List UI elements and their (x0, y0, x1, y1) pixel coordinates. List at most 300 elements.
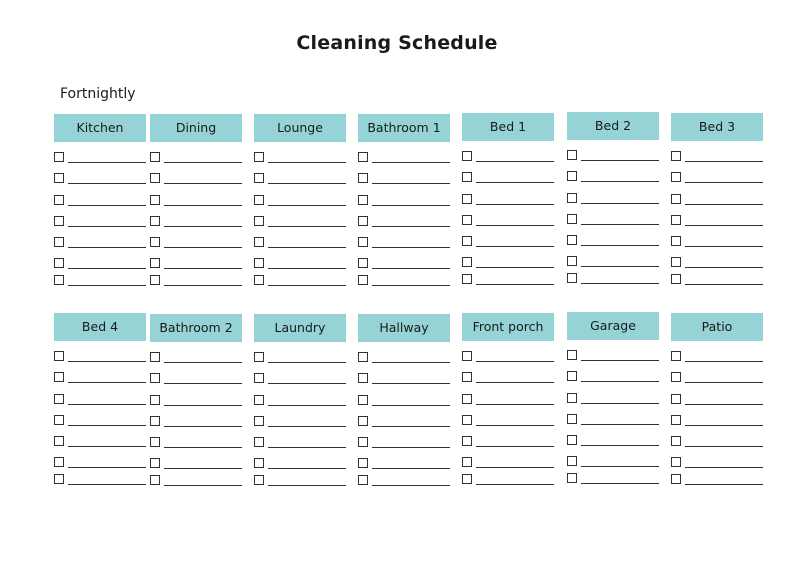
task-row (358, 216, 450, 227)
task-checkbox[interactable] (462, 351, 472, 361)
task-checkbox[interactable] (462, 457, 472, 467)
task-write-line[interactable] (164, 468, 242, 469)
task-write-line[interactable] (685, 161, 763, 162)
task-checkbox[interactable] (54, 394, 64, 404)
task-write-line[interactable] (268, 485, 346, 486)
task-write-line[interactable] (68, 247, 146, 248)
task-row (150, 437, 242, 448)
area-column (150, 314, 242, 494)
task-checkbox[interactable] (671, 474, 681, 484)
area-column (54, 313, 146, 493)
task-write-line[interactable] (581, 203, 659, 204)
task-write-line[interactable] (68, 183, 146, 184)
task-write-line[interactable] (581, 381, 659, 382)
task-write-line[interactable] (268, 268, 346, 269)
task-row (567, 435, 659, 446)
task-checkbox[interactable] (671, 436, 681, 446)
task-row (254, 216, 346, 227)
task-write-line[interactable] (476, 382, 554, 383)
task-row (567, 214, 659, 225)
task-checkbox[interactable] (254, 258, 264, 268)
task-row (150, 275, 242, 286)
task-write-line[interactable] (68, 285, 146, 286)
task-checkbox[interactable] (462, 394, 472, 404)
task-row (671, 151, 763, 162)
task-write-line[interactable] (685, 425, 763, 426)
task-checkbox[interactable] (358, 416, 368, 426)
task-write-line[interactable] (372, 362, 450, 363)
task-write-line[interactable] (68, 205, 146, 206)
task-write-line[interactable] (581, 466, 659, 467)
task-row (358, 152, 450, 163)
task-write-line[interactable] (68, 484, 146, 485)
task-checkbox[interactable] (54, 436, 64, 446)
task-checkbox[interactable] (358, 352, 368, 362)
task-write-line[interactable] (372, 183, 450, 184)
task-row (567, 256, 659, 267)
task-write-line[interactable] (581, 160, 659, 161)
task-row (150, 152, 242, 163)
task-write-line[interactable] (685, 404, 763, 405)
task-write-line[interactable] (68, 382, 146, 383)
task-write-line[interactable] (685, 467, 763, 468)
task-row (254, 373, 346, 384)
task-row (150, 373, 242, 384)
area-header: Lounge (254, 114, 346, 142)
task-row (358, 475, 450, 486)
task-row (150, 458, 242, 469)
task-checkbox[interactable] (358, 237, 368, 247)
task-checkbox[interactable] (567, 150, 577, 160)
task-row (462, 151, 554, 162)
task-row (358, 352, 450, 363)
task-checkbox[interactable] (150, 373, 160, 383)
task-checkbox[interactable] (567, 350, 577, 360)
task-row (671, 457, 763, 468)
task-checkbox[interactable] (671, 351, 681, 361)
task-checkbox[interactable] (254, 237, 264, 247)
task-checkbox[interactable] (567, 371, 577, 381)
area-column (254, 314, 346, 494)
task-checkbox[interactable] (54, 237, 64, 247)
task-checkbox[interactable] (671, 194, 681, 204)
task-write-line[interactable] (581, 245, 659, 246)
task-row (671, 274, 763, 285)
task-checkbox[interactable] (358, 275, 368, 285)
task-row (567, 456, 659, 467)
task-write-line[interactable] (685, 484, 763, 485)
task-checkbox[interactable] (254, 416, 264, 426)
task-row (254, 195, 346, 206)
task-row (358, 373, 450, 384)
area-column (358, 314, 450, 494)
task-write-line[interactable] (372, 247, 450, 248)
task-write-line[interactable] (372, 405, 450, 406)
area-column (358, 114, 450, 294)
task-row (254, 173, 346, 184)
task-checkbox[interactable] (358, 195, 368, 205)
task-write-line[interactable] (68, 226, 146, 227)
task-checkbox[interactable] (254, 275, 264, 285)
task-checkbox[interactable] (358, 437, 368, 447)
task-checkbox[interactable] (54, 457, 64, 467)
task-checkbox[interactable] (671, 274, 681, 284)
task-row (567, 235, 659, 246)
task-write-line[interactable] (68, 446, 146, 447)
task-checkbox[interactable] (254, 475, 264, 485)
task-checkbox[interactable] (567, 214, 577, 224)
task-checkbox[interactable] (54, 351, 64, 361)
task-row (671, 351, 763, 362)
task-write-line[interactable] (372, 268, 450, 269)
task-row (567, 150, 659, 161)
task-row (150, 195, 242, 206)
task-write-line[interactable] (476, 467, 554, 468)
task-row (254, 352, 346, 363)
task-row (150, 173, 242, 184)
task-checkbox[interactable] (54, 195, 64, 205)
area-header: Bathroom 1 (358, 114, 450, 142)
area-header: Hallway (358, 314, 450, 342)
task-write-line[interactable] (581, 445, 659, 446)
task-row (567, 171, 659, 182)
area-column (567, 112, 659, 292)
task-checkbox[interactable] (567, 193, 577, 203)
task-checkbox[interactable] (671, 372, 681, 382)
task-checkbox[interactable] (254, 195, 264, 205)
task-checkbox[interactable] (567, 473, 577, 483)
task-checkbox[interactable] (671, 236, 681, 246)
task-write-line[interactable] (685, 361, 763, 362)
task-row (671, 172, 763, 183)
task-checkbox[interactable] (150, 173, 160, 183)
task-write-line[interactable] (164, 268, 242, 269)
task-checkbox[interactable] (462, 257, 472, 267)
task-row (54, 275, 146, 286)
task-checkbox[interactable] (358, 475, 368, 485)
task-checkbox[interactable] (671, 151, 681, 161)
task-row (358, 275, 450, 286)
task-write-line[interactable] (372, 162, 450, 163)
task-write-line[interactable] (268, 226, 346, 227)
task-checkbox[interactable] (150, 475, 160, 485)
task-row (254, 237, 346, 248)
task-row (150, 352, 242, 363)
task-checkbox[interactable] (462, 215, 472, 225)
task-write-line[interactable] (268, 162, 346, 163)
task-write-line[interactable] (68, 162, 146, 163)
task-checkbox[interactable] (150, 195, 160, 205)
task-write-line[interactable] (476, 484, 554, 485)
task-row (671, 194, 763, 205)
task-write-line[interactable] (476, 182, 554, 183)
task-write-line[interactable] (68, 467, 146, 468)
task-write-line[interactable] (164, 205, 242, 206)
task-write-line[interactable] (685, 267, 763, 268)
task-checkbox[interactable] (567, 171, 577, 181)
task-row (254, 152, 346, 163)
task-write-line[interactable] (372, 468, 450, 469)
task-write-line[interactable] (685, 246, 763, 247)
task-write-line[interactable] (164, 162, 242, 163)
task-row (671, 236, 763, 247)
task-checkbox[interactable] (254, 437, 264, 447)
task-write-line[interactable] (268, 183, 346, 184)
task-write-line[interactable] (268, 426, 346, 427)
task-write-line[interactable] (581, 360, 659, 361)
task-write-line[interactable] (268, 468, 346, 469)
task-write-line[interactable] (476, 267, 554, 268)
task-checkbox[interactable] (671, 394, 681, 404)
task-row (54, 258, 146, 269)
task-write-line[interactable] (685, 284, 763, 285)
task-row (462, 257, 554, 268)
task-write-line[interactable] (476, 284, 554, 285)
task-write-line[interactable] (268, 447, 346, 448)
task-checkbox[interactable] (54, 216, 64, 226)
task-row (254, 437, 346, 448)
task-write-line[interactable] (68, 268, 146, 269)
task-write-line[interactable] (164, 426, 242, 427)
task-write-line[interactable] (164, 247, 242, 248)
task-write-line[interactable] (372, 426, 450, 427)
task-write-line[interactable] (268, 362, 346, 363)
task-checkbox[interactable] (54, 474, 64, 484)
task-write-line[interactable] (685, 446, 763, 447)
task-row (254, 458, 346, 469)
task-write-line[interactable] (476, 404, 554, 405)
task-checkbox[interactable] (150, 395, 160, 405)
task-write-line[interactable] (164, 226, 242, 227)
task-write-line[interactable] (581, 283, 659, 284)
frequency-label: Fortnightly (60, 86, 136, 102)
area-header: Laundry (254, 314, 346, 342)
task-checkbox[interactable] (150, 458, 160, 468)
task-write-line[interactable] (164, 383, 242, 384)
task-write-line[interactable] (164, 362, 242, 363)
task-row (358, 237, 450, 248)
task-row (567, 350, 659, 361)
task-row (358, 395, 450, 406)
task-checkbox[interactable] (54, 415, 64, 425)
task-write-line[interactable] (372, 383, 450, 384)
task-checkbox[interactable] (567, 273, 577, 283)
task-row (462, 372, 554, 383)
task-row (358, 195, 450, 206)
task-checkbox[interactable] (671, 257, 681, 267)
task-checkbox[interactable] (358, 373, 368, 383)
task-checkbox[interactable] (54, 275, 64, 285)
task-row (54, 195, 146, 206)
task-checkbox[interactable] (358, 173, 368, 183)
task-row (54, 474, 146, 485)
task-checkbox[interactable] (671, 172, 681, 182)
task-write-line[interactable] (581, 181, 659, 182)
task-row (150, 237, 242, 248)
task-checkbox[interactable] (254, 373, 264, 383)
task-row (54, 237, 146, 248)
task-write-line[interactable] (68, 404, 146, 405)
task-write-line[interactable] (476, 225, 554, 226)
task-row (150, 395, 242, 406)
task-row (462, 172, 554, 183)
task-row (54, 173, 146, 184)
task-write-line[interactable] (372, 205, 450, 206)
area-column (254, 114, 346, 294)
task-checkbox[interactable] (358, 152, 368, 162)
area-header: Bed 2 (567, 112, 659, 140)
task-checkbox[interactable] (567, 256, 577, 266)
task-checkbox[interactable] (150, 352, 160, 362)
task-checkbox[interactable] (54, 258, 64, 268)
task-write-line[interactable] (164, 485, 242, 486)
task-row (462, 274, 554, 285)
task-checkbox[interactable] (54, 372, 64, 382)
task-write-line[interactable] (268, 285, 346, 286)
task-row (150, 258, 242, 269)
task-checkbox[interactable] (254, 352, 264, 362)
task-checkbox[interactable] (671, 215, 681, 225)
task-checkbox[interactable] (254, 458, 264, 468)
task-checkbox[interactable] (462, 236, 472, 246)
task-row (671, 436, 763, 447)
task-row (671, 474, 763, 485)
task-row (54, 394, 146, 405)
task-row (462, 394, 554, 405)
task-checkbox[interactable] (462, 172, 472, 182)
task-write-line[interactable] (685, 182, 763, 183)
task-checkbox[interactable] (567, 235, 577, 245)
task-checkbox[interactable] (671, 415, 681, 425)
task-checkbox[interactable] (254, 216, 264, 226)
task-checkbox[interactable] (150, 416, 160, 426)
task-write-line[interactable] (476, 246, 554, 247)
task-checkbox[interactable] (567, 414, 577, 424)
task-row (54, 152, 146, 163)
task-write-line[interactable] (164, 285, 242, 286)
task-row (567, 273, 659, 284)
task-checkbox[interactable] (462, 415, 472, 425)
task-checkbox[interactable] (462, 474, 472, 484)
task-write-line[interactable] (164, 183, 242, 184)
task-write-line[interactable] (581, 483, 659, 484)
task-checkbox[interactable] (462, 372, 472, 382)
area-header: Bed 1 (462, 113, 554, 141)
task-write-line[interactable] (372, 285, 450, 286)
task-row (462, 415, 554, 426)
area-column (54, 114, 146, 294)
task-row (254, 395, 346, 406)
task-checkbox[interactable] (54, 152, 64, 162)
task-write-line[interactable] (372, 447, 450, 448)
area-column (671, 313, 763, 493)
area-header: Bathroom 2 (150, 314, 242, 342)
area-header: Front porch (462, 313, 554, 341)
task-checkbox[interactable] (462, 151, 472, 161)
task-write-line[interactable] (581, 424, 659, 425)
task-write-line[interactable] (164, 447, 242, 448)
task-row (150, 216, 242, 227)
task-write-line[interactable] (68, 425, 146, 426)
task-row (150, 416, 242, 427)
task-row (54, 436, 146, 447)
task-write-line[interactable] (68, 361, 146, 362)
task-checkbox[interactable] (150, 275, 160, 285)
area-column (462, 313, 554, 493)
task-row (567, 371, 659, 382)
task-write-line[interactable] (372, 226, 450, 227)
task-checkbox[interactable] (358, 216, 368, 226)
area-header: Bed 3 (671, 113, 763, 141)
task-row (671, 257, 763, 268)
task-row (254, 475, 346, 486)
task-row (462, 194, 554, 205)
task-row (358, 258, 450, 269)
task-checkbox[interactable] (567, 393, 577, 403)
task-row (254, 416, 346, 427)
task-checkbox[interactable] (462, 436, 472, 446)
task-checkbox[interactable] (150, 258, 160, 268)
task-write-line[interactable] (581, 266, 659, 267)
task-write-line[interactable] (476, 446, 554, 447)
task-write-line[interactable] (685, 382, 763, 383)
task-checkbox[interactable] (150, 237, 160, 247)
task-row (254, 258, 346, 269)
task-checkbox[interactable] (462, 274, 472, 284)
task-checkbox[interactable] (358, 258, 368, 268)
task-checkbox[interactable] (254, 152, 264, 162)
task-checkbox[interactable] (54, 173, 64, 183)
task-checkbox[interactable] (254, 173, 264, 183)
task-write-line[interactable] (268, 247, 346, 248)
task-checkbox[interactable] (567, 456, 577, 466)
task-write-line[interactable] (268, 405, 346, 406)
task-row (358, 437, 450, 448)
task-write-line[interactable] (685, 204, 763, 205)
task-checkbox[interactable] (358, 395, 368, 405)
task-write-line[interactable] (268, 383, 346, 384)
task-checkbox[interactable] (150, 437, 160, 447)
task-checkbox[interactable] (358, 458, 368, 468)
task-checkbox[interactable] (254, 395, 264, 405)
area-column (671, 113, 763, 293)
task-checkbox[interactable] (462, 194, 472, 204)
task-write-line[interactable] (164, 405, 242, 406)
task-checkbox[interactable] (150, 216, 160, 226)
task-row (54, 351, 146, 362)
task-write-line[interactable] (581, 224, 659, 225)
task-row (671, 215, 763, 226)
task-row (150, 475, 242, 486)
task-write-line[interactable] (372, 485, 450, 486)
task-write-line[interactable] (685, 225, 763, 226)
task-row (462, 215, 554, 226)
task-checkbox[interactable] (150, 152, 160, 162)
task-write-line[interactable] (476, 204, 554, 205)
area-header: Kitchen (54, 114, 146, 142)
task-row (671, 394, 763, 405)
task-write-line[interactable] (581, 403, 659, 404)
task-write-line[interactable] (476, 161, 554, 162)
task-write-line[interactable] (268, 205, 346, 206)
task-row (54, 372, 146, 383)
task-checkbox[interactable] (567, 435, 577, 445)
task-write-line[interactable] (476, 425, 554, 426)
task-write-line[interactable] (476, 361, 554, 362)
task-checkbox[interactable] (671, 457, 681, 467)
task-row (567, 193, 659, 204)
task-row (462, 351, 554, 362)
